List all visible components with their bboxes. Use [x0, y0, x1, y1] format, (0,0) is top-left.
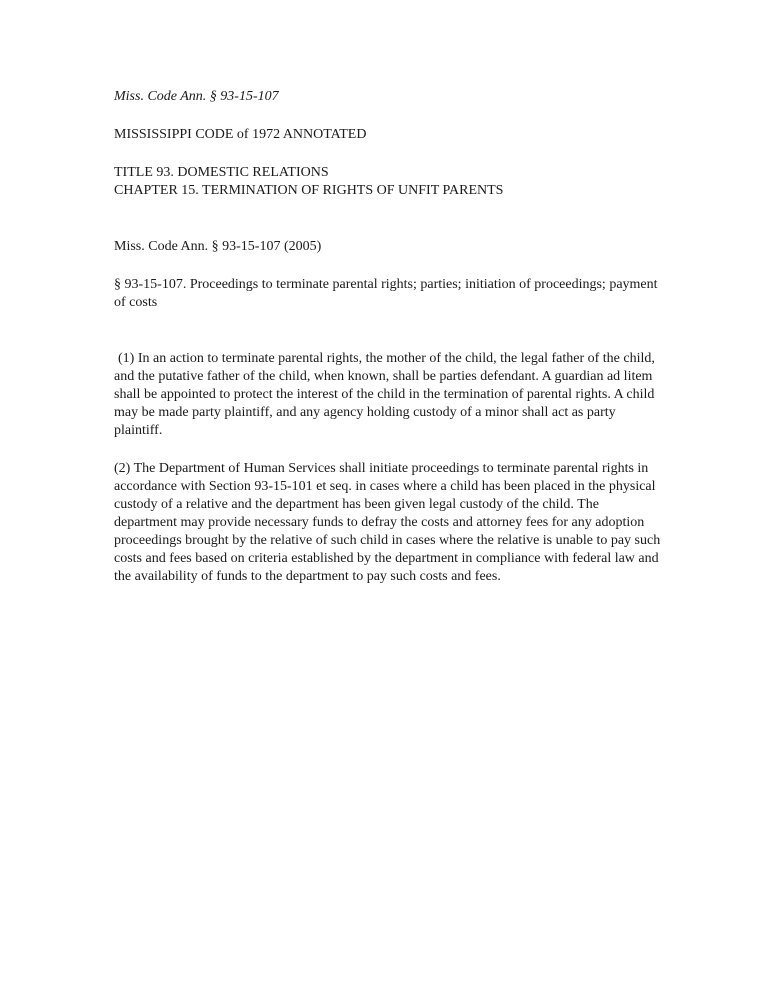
- section-heading: § 93-15-107. Proceedings to terminate parental rights; parties; initiation of proceedings; payment of costs: [114, 277, 658, 310]
- code-title: MISSISSIPPI CODE of 1972 ANNOTATED: [114, 127, 367, 142]
- citation-year: Miss. Code Ann. § 93-15-107 (2005): [114, 239, 322, 254]
- chapter-line: CHAPTER 15. TERMINATION OF RIGHTS OF UNFIT PARENTS: [114, 183, 504, 198]
- document-page: [114, 88, 664, 606]
- code-hierarchy: [114, 164, 664, 200]
- paragraph-1: (1) In an action to terminate parental rights, the mother of the child, the legal father of the child, and the putative father of the child, when known, shall be parties defendant. A guardian ad litem shall be appointed to protect the interest of the child in the termination of parental rights. A child may be made party plaintiff, and any agency holding custody of a minor shall act as party plaintiff.: [114, 351, 655, 438]
- title-line: TITLE 93. DOMESTIC RELATIONS: [114, 165, 329, 180]
- citation-italic: Miss. Code Ann. § 93-15-107: [114, 89, 279, 104]
- paragraph-2: (2) The Department of Human Services shall initiate proceedings to terminate parental rights in accordance with Section 93-15-101 et seq. in cases where a child has been placed in the physical custody of a relative and the department has been given legal custody of the child. The department may provide necessary funds to defray the costs and attorney fees for any adoption proceedings brought by the relative of such child in cases where the relative is unable to pay such costs and fees based on criteria established by the department in compliance with federal law and the availability of funds to the department to pay such costs and fees.: [114, 461, 661, 584]
